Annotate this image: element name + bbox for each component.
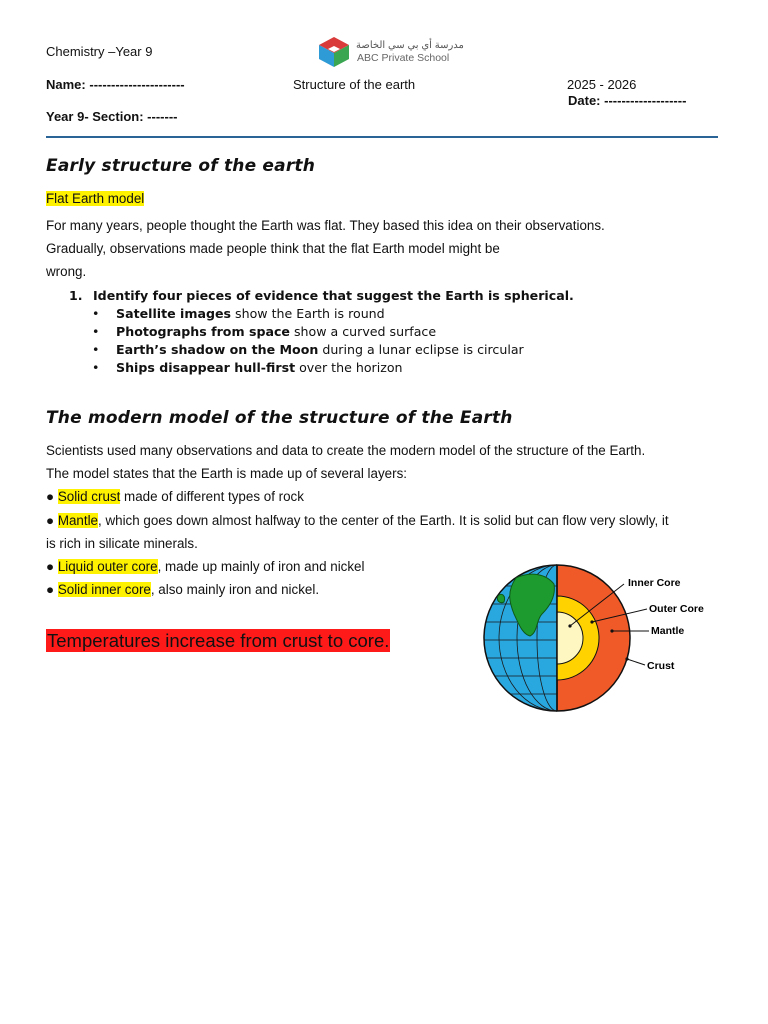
layer-item-crust: ● Solid crust made of different types of rock	[46, 489, 304, 504]
list-item: • Satellite images show the Earth is round	[92, 306, 385, 321]
early-heading: Early structure of the earth	[46, 156, 316, 176]
date-blank: -------------------	[604, 93, 687, 108]
modern-paragraph-2: The model states that the Earth is made up of several layers:	[46, 466, 407, 481]
earth-layers-diagram	[476, 556, 716, 720]
modern-paragraph-1: Scientists used many observations and data to create the modern model of the structure of the Earth.	[46, 443, 646, 458]
question-text: Identify four pieces of evidence that suggest the Earth is spherical.	[93, 288, 574, 303]
date-label: Date:	[568, 93, 601, 108]
school-logo-icon	[316, 36, 352, 68]
evidence-list	[92, 305, 524, 377]
temperature-note: Temperatures increase from crust to core.	[47, 630, 390, 651]
course-label: Chemistry –Year 9	[46, 44, 153, 59]
year-range: 2025 - 2026	[567, 77, 637, 92]
list-item: • Ships disappear hull-first over the horizon	[92, 360, 403, 375]
header-divider	[46, 136, 718, 138]
name-line	[46, 77, 185, 92]
layer-item-mantle: ● Mantle, which goes down almost halfway to the center of the Earth. It is solid but can flow very slowly, it	[46, 513, 669, 528]
early-paragraph-2: Gradually, observations made people think that the flat Earth model might be	[46, 241, 500, 256]
layer-item-mantle-continuation: is rich in silicate minerals.	[46, 536, 198, 551]
school-name-ar: مدرسة أي بي سي الخاصة	[356, 40, 464, 51]
early-paragraph-1: For many years, people thought the Earth was flat. They based this idea on their observations.	[46, 218, 605, 233]
label-crust: Crust	[647, 660, 675, 672]
question-1	[69, 288, 574, 303]
section-blank: -------	[147, 109, 178, 124]
date-line	[568, 93, 686, 108]
list-item: • Earth’s shadow on the Moon during a lunar eclipse is circular	[92, 342, 524, 357]
early-paragraph-3: wrong.	[46, 264, 87, 279]
section-label: Year 9- Section:	[46, 109, 144, 124]
label-inner-core: Inner Core	[628, 577, 681, 589]
label-mantle: Mantle	[651, 625, 685, 637]
section-line	[46, 109, 177, 124]
name-label: Name:	[46, 77, 86, 92]
modern-heading: The modern model of the structure of the Earth	[46, 408, 513, 428]
layer-item-outer-core: ● Liquid outer core, made up mainly of iron and nickel	[46, 559, 365, 574]
layer-item-inner-core: ● Solid inner core, also mainly iron and nickel.	[46, 582, 320, 597]
flat-earth-subheading	[46, 187, 144, 210]
question-number: 1.	[69, 288, 83, 303]
school-name-en: ABC Private School	[357, 52, 450, 64]
worksheet-title: Structure of the earth	[293, 77, 416, 92]
label-outer-core: Outer Core	[649, 603, 704, 615]
flat-earth-label: Flat Earth model	[46, 191, 145, 206]
list-item: • Photographs from space show a curved surface	[92, 324, 437, 339]
name-blank: ----------------------	[89, 77, 185, 92]
